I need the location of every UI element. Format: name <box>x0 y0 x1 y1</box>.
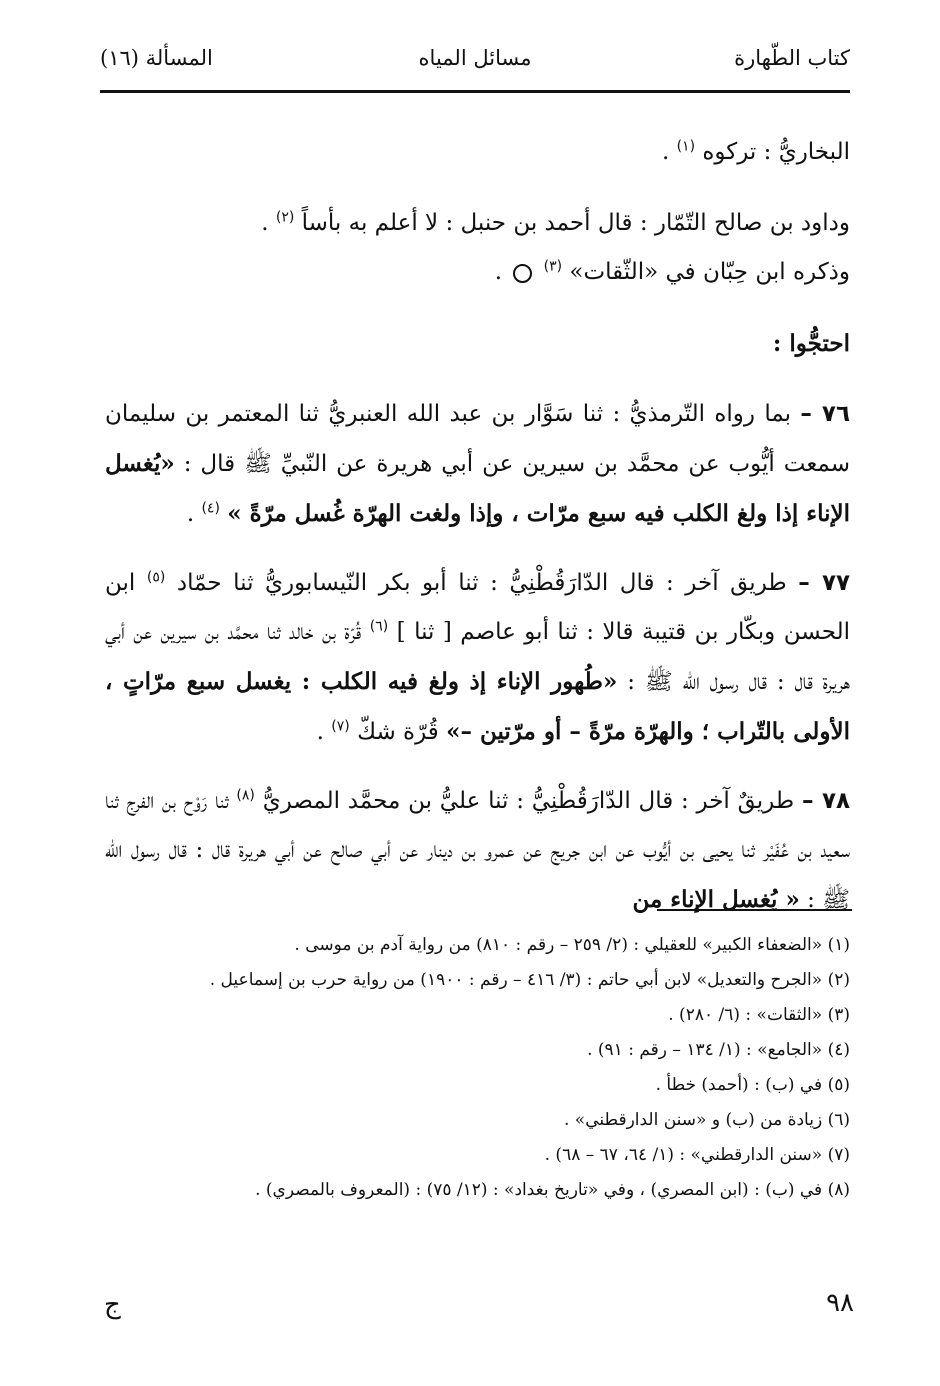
footnote-2: (٢) «الجرح والتعديل» لابن أبي حاتم : (٣/ ٤١٦ – رقم : ١٩٠٠) من رواية حرب بن إسماعيل . <box>209 970 850 990</box>
footnote-1: (١) «الضعفاء الكبير» للعقيلي : (٢/ ٢٥٩ – رقم : ٨١٠) من رواية آدم بن موسى . <box>294 935 850 955</box>
footnotes <box>105 928 850 1208</box>
footnote-8: (٨) في (ب) : (ابن المصري) ، وفي «تاريخ بغداد» : (١٢/ ٧٥) : (المعروف بالمصري) . <box>255 1180 850 1200</box>
signature-letter: ج <box>104 1290 121 1320</box>
hadith-quote: « يُغسل الإناء من <box>632 886 800 913</box>
footnote-5: (٥) في (ب) : (أحمد) خطأ . <box>655 1075 850 1095</box>
text: طريق آخر : قال الدّارَقُطْنِيُّ : ثنا أبو بكر النّيسابوريُّ ثنا حمّاد <box>176 570 787 596</box>
header-rule <box>100 90 850 93</box>
text: . <box>186 501 195 527</box>
chapter-title: مسائل المياه <box>418 46 532 70</box>
issue-number: المسألة (١٦) <box>100 46 213 70</box>
text: وذكره ابن حِبّان في «الثّقات» <box>569 259 850 285</box>
circle-end-icon <box>513 264 532 283</box>
footnote-ref: (٨) <box>236 787 255 804</box>
hadith-number: ٧٨ – <box>801 788 851 814</box>
text: . <box>661 139 670 165</box>
text: قُرّة شكّ <box>357 719 439 745</box>
text: ابن الحسن وبكّار بن قتيبة قالا : ثنا أبو عاصم [ ثنا ] <box>105 570 850 645</box>
footnote-7: (٧) «سنن الدارقطني» : (١/ ٦٤، ٦٧ – ٦٨) . <box>544 1145 850 1165</box>
footnote-ref: (٦) <box>369 618 389 635</box>
section-heading: احتجُّوا : <box>772 330 850 357</box>
text: بما رواه التّرمذيُّ : ثنا سَوَّار بن عبد الله العنبريُّ ثنا المعتمر بن سليمان سمعت أيُّوب عن محمَّد بن سيرين عن أبي هريرة عن النّبيِّ ﷺ قال : <box>105 401 850 477</box>
text: وداود بن صالح التّمّار : قال أحمد بن حنبل : لا أعلم به بأساً <box>301 210 850 236</box>
page-number: ٩٨ <box>826 1288 854 1318</box>
text: طريقٌ آخر : قال الدّارَقُطْنِيُّ : ثنا عليُّ بن محمَّد المصريُّ <box>262 788 795 814</box>
book-title: كتاب الطّهارة <box>734 46 850 70</box>
hadith-76 <box>105 390 850 539</box>
running-header <box>100 38 850 78</box>
main-text <box>105 128 850 925</box>
paragraph-dawud <box>105 199 850 297</box>
footnote-3: (٣) «الثقات» : (٦/ ٢٨٠) . <box>668 1005 850 1025</box>
text: . <box>316 719 324 745</box>
footnote-ref: (١) <box>676 138 696 155</box>
footnote-ref: (٢) <box>275 209 295 226</box>
hadith-number: ٧٦ – <box>800 401 850 427</box>
footnote-rule <box>657 909 852 911</box>
footnote-6: (٦) زيادة من (ب) و «سنن الدارقطني» . <box>563 1110 850 1130</box>
hadith-number: ٧٧ – <box>798 570 851 596</box>
hadith-quote: «طُهور الإناء إذ ولغ فيه الكلب : يغسل سبع مرّاتٍ ، الأولى بالتّراب ؛ والهرّة مرّةً – أو مرّتين –» <box>105 668 850 745</box>
footnote-ref: (٤) <box>201 500 220 517</box>
hadith-77 <box>105 559 850 757</box>
hadith-quote: «يُغسل الإناء إذا ولغ الكلب فيه سبع مرّات ، وإذا ولغت الهرّة غُسل مرّةً » <box>105 450 850 527</box>
footnote-ref: (٣) <box>543 258 563 275</box>
text: البخاريُّ : تركوه <box>702 139 850 165</box>
text: . <box>494 259 502 285</box>
footnote-ref: (٥) <box>146 569 166 586</box>
paragraph-bukhari <box>105 128 850 177</box>
hadith-78 <box>105 777 850 925</box>
text: . <box>261 210 269 236</box>
footnote-4: (٤) «الجامع» : (١/ ١٣٤ – رقم : ٩١) . <box>587 1040 850 1060</box>
text: ثنا رَوْح بن الفرج ثنا سعيد بن عُفَيْر ثنا يحيى بن أيُّوب عن ابن جريج عن عمرو بن دينار عن أبي صالح عن أبي هريرة قال : قال رسول الله ﷺ : <box>105 788 850 913</box>
text: قُرّة بن خالد ثنا محمَّد بن سيرين عن أبي هريرة قال : قال رسول الله ﷺ : <box>105 619 850 695</box>
footnote-ref: (٧) <box>331 718 350 735</box>
